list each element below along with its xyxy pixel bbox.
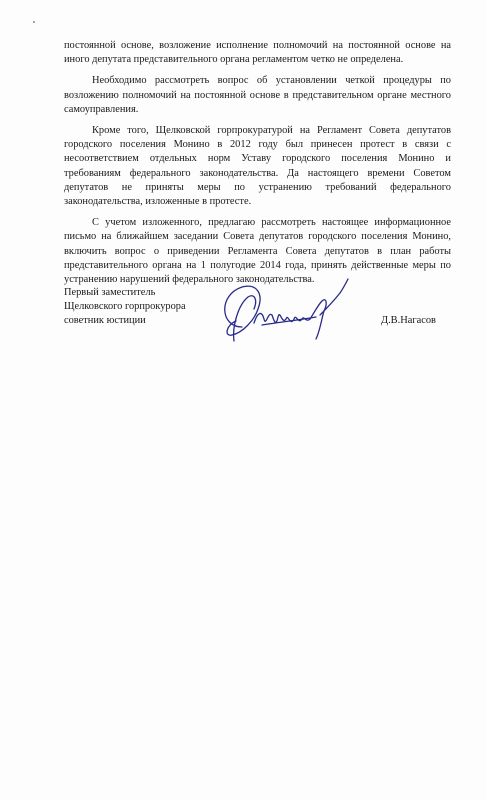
paragraph-continuation: постоянной основе, возложение исполнение полномочий на постоянной основе на иного депутата представительного органа регламентом четко не определена. (64, 40, 451, 66)
paragraph-procedure: Необходимо рассмотреть вопрос об установлении четкой процедуры по возложению полномочий на постоянной основе в представительном органе местного самоуправления. (64, 75, 451, 115)
letter-body (64, 39, 451, 287)
signatory-name: Д.В.Нагасов (381, 315, 436, 326)
signatory-title (64, 286, 234, 329)
signatory-title-line: Щелковского горпрокурора (64, 301, 186, 313)
paragraph-protest: Кроме того, Щелковской горпрокуратурой на Регламент Совета депутатов городского поселения Монино в 2012 году был принесен протест в связи с несоответствием отдельных норм Уставу городского поселения Монино и требованиям федерального законодательства. Да настоящего времени Советом депутатов не приняты меры по устранению требований федерального законодательства, изложенные в протесте. (64, 125, 451, 208)
scan-speck (33, 21, 35, 23)
handwritten-signature-icon (212, 275, 352, 347)
signatory-title-line: советник юстиции (64, 315, 146, 327)
paragraph-proposal: С учетом изложенного, предлагаю рассмотреть настоящее информационное письмо на ближайшем заседании Совета депутатов городского поселения Монино, включить вопрос о приведении Регламента Совета депутатов в план работы представительного органа на 1 полугодие 2014 года, принять действенные меры по устранению нарушений федерального законодательства. (64, 217, 451, 286)
signatory-title-line: Первый заместитель (64, 287, 156, 298)
